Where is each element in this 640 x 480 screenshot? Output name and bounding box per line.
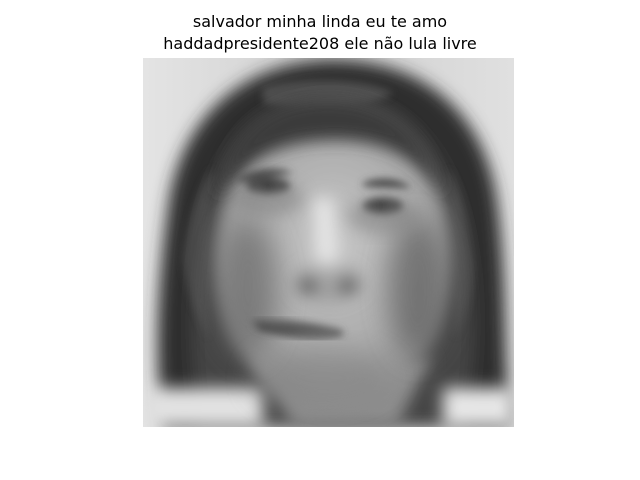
title-line-1: salvador minha linda eu te amo [192, 12, 448, 31]
chin [253, 348, 393, 408]
face-image-svg [143, 58, 514, 427]
title-line-2: haddadpresidente208 ele não lula livre [163, 34, 477, 53]
figure-title [0, 11, 640, 55]
face-image [143, 58, 514, 427]
